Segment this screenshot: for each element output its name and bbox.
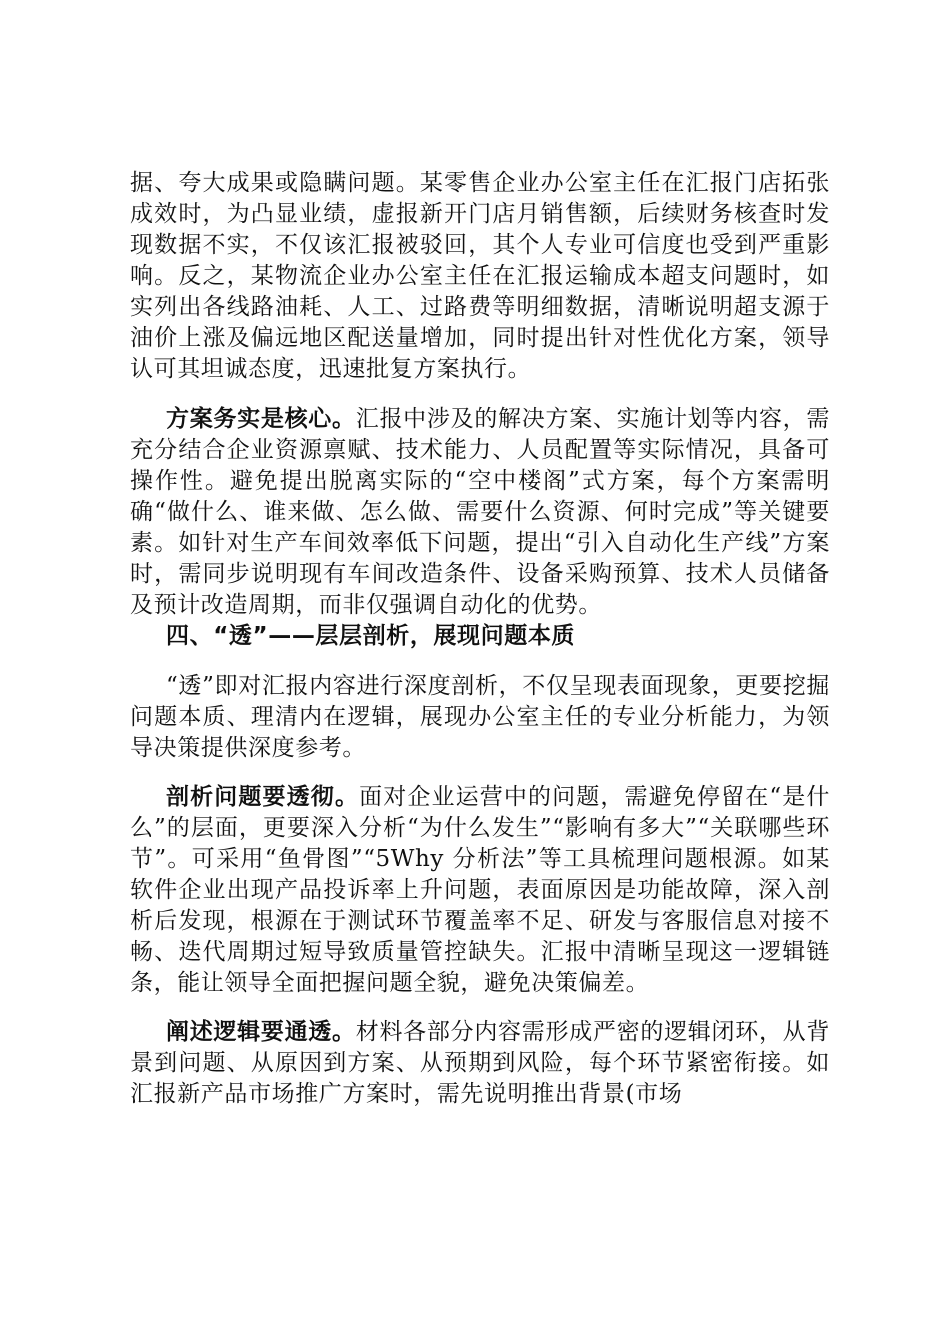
paragraph-thorough-analysis: [130, 782, 830, 999]
paragraph-lead: 剖析问题要透彻。: [166, 784, 360, 810]
paragraph-text: 汇报中涉及的解决方案、实施计划等内容，需充分结合企业资源禀赋、技术能力、人员配置等实际情况，具备可操作性。避免提出脱离实际的“空中楼阁”式方案，每个方案需明确“做什么、谁来做、怎么做、需要什么资源、何时完成”等关键要素。如针对生产车间效率低下问题，提出“引入自动化生产线”方案时，需同步说明现有车间改造条件、设备采购预算、技术人员储备及预计改造周期，而非仅强调自动化的优势。: [130, 406, 830, 618]
paragraph-lead: 阐述逻辑要通透。: [166, 1019, 356, 1045]
paragraph-lead: 方案务实是核心。: [166, 406, 356, 432]
paragraph-depth-intro: [130, 671, 830, 764]
paragraph-text: 面对企业运营中的问题，需避免停留在“是什么”的层面，更要深入分析“为什么发生”“影响有多大”“关联哪些环节”。可采用“鱼骨图”“5Why 分析法”等工具梳理问题根源。如某软件企业出现产品投诉率上升问题，表面原因是功能故障，深入剖析后发现，根源在于测试环节覆盖率不足、研发与客服信息对接不畅、迭代周期过短导致质量管控缺失。汇报中清晰呈现这一逻辑链条，能让领导全面把握问题全貌，避免决策偏差。: [130, 784, 830, 996]
paragraph-clear-logic: [130, 1017, 830, 1110]
paragraph-data-honesty-example: [130, 168, 830, 385]
paragraph-practical-plans: [130, 404, 830, 621]
section-heading: 四、“透”——层层剖析，展现问题本质: [166, 623, 576, 649]
document-page: [130, 168, 830, 1110]
paragraph-text: 据、夸大成果或隐瞒问题。某零售企业办公室主任在汇报门店拓张成效时，为凸显业绩，虚报新开门店月销售额，后续财务核查时发现数据不实，不仅该汇报被驳回，其个人专业可信度也受到严重影响。反之，某物流企业办公室主任在汇报运输成本超支问题时，如实列出各线路油耗、人工、过路费等明细数据，清晰说明超支源于油价上涨及偏远地区配送量增加，同时提出针对性优化方案，领导认可其坦诚态度，迅速批复方案执行。: [130, 170, 830, 382]
paragraph-text: 材料各部分内容需形成严密的逻辑闭环，从背景到问题、从原因到方案、从预期到风险，每个环节紧密衔接。如汇报新产品市场推广方案时，需先说明推出背景(市场: [130, 1019, 830, 1107]
paragraph-text: “透”即对汇报内容进行深度剖析，不仅呈现表面现象，更要挖掘问题本质、理清内在逻辑，展现办公室主任的专业分析能力，为领导决策提供深度参考。: [130, 673, 830, 761]
